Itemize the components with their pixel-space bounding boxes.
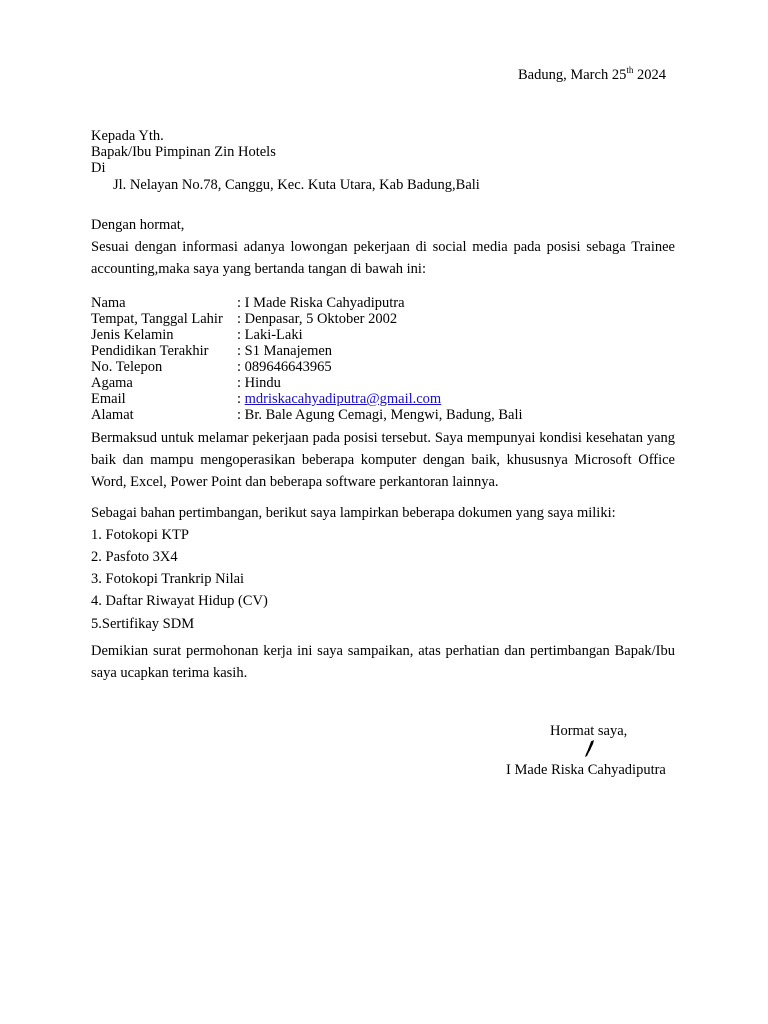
purpose-paragraph: Bermaksud untuk melamar pekerjaan pada posisi tersebut. Saya mempunyai kondisi kesehatan yang baik dan mampu mengoperasikan beberapa komputer dengan baik, khususnya Microsoft Office Word, Excel, Power Point dan beberapa software perkantoran lainnya. [91, 430, 675, 490]
signature-mark [580, 738, 600, 760]
list-item: 5.Sertifikay SDM [91, 616, 195, 632]
detail-label-name: Nama [91, 295, 126, 311]
email-colon: : [237, 391, 245, 407]
recipient-line-3: Di [91, 160, 106, 176]
signer-name: I Made Riska Cahyadiputra [506, 762, 666, 778]
detail-value-education: : S1 Manajemen [237, 343, 333, 359]
detail-value-address: : Br. Bale Agung Cemagi, Mengwi, Badung, Bali [237, 407, 523, 423]
list-item: 4. Daftar Riwayat Hidup (CV) [91, 593, 268, 609]
detail-label-religion: Agama [91, 375, 133, 391]
detail-value-birth: : Denpasar, 5 Oktober 2002 [237, 311, 398, 327]
closing-greeting: Hormat saya, [550, 723, 628, 739]
detail-label-email: Email [91, 391, 126, 407]
attachments-intro: Sebagai bahan pertimbangan, berikut saya lampirkan beberapa dokumen yang saya miliki: [91, 505, 616, 521]
detail-label-phone: No. Telepon [91, 359, 163, 375]
email-link[interactable]: mdriskacahyadiputra@gmail.com [244, 391, 442, 407]
recipient-line-2: Bapak/Ibu Pimpinan Zin Hotels [91, 144, 276, 160]
detail-value-religion: : Hindu [237, 375, 281, 391]
list-item: 1. Fotokopi KTP [91, 527, 189, 543]
detail-label-gender: Jenis Kelamin [91, 327, 174, 343]
recipient-address: Jl. Nelayan No.78, Canggu, Kec. Kuta Utara, Kab Badung,Bali [113, 177, 480, 193]
date-year: 2024 [633, 67, 666, 83]
list-item: 2. Pasfoto 3X4 [91, 549, 178, 565]
detail-label-birth: Tempat, Tanggal Lahir [91, 311, 223, 327]
detail-label-education: Pendidikan Terakhir [91, 343, 209, 359]
list-item: 3. Fotokopi Trankrip Nilai [91, 571, 245, 587]
recipient-line-1: Kepada Yth. [91, 128, 164, 144]
detail-value-email-row [237, 392, 441, 407]
place-date-line [518, 65, 666, 83]
detail-label-address: Alamat [91, 407, 134, 423]
detail-value-name: : I Made Riska Cahyadiputra [237, 295, 405, 311]
place-date-text: Badung, March 25 [518, 67, 627, 83]
closing-paragraph: Demikian surat permohonan kerja ini saya sampaikan, atas perhatian dan pertimbangan Bapak/Ibu saya ucapkan terima kasih. [91, 643, 675, 681]
salutation: Dengan hormat, [91, 217, 185, 233]
date-superscript: th [626, 65, 634, 75]
detail-value-gender: : Laki-Laki [237, 327, 303, 343]
detail-value-phone: : 089646643965 [237, 359, 332, 375]
intro-paragraph: Sesuai dengan informasi adanya lowongan pekerjaan di social media pada posisi sebaga Trainee accounting,maka saya yang bertanda tangan di bawah ini: [91, 239, 675, 277]
